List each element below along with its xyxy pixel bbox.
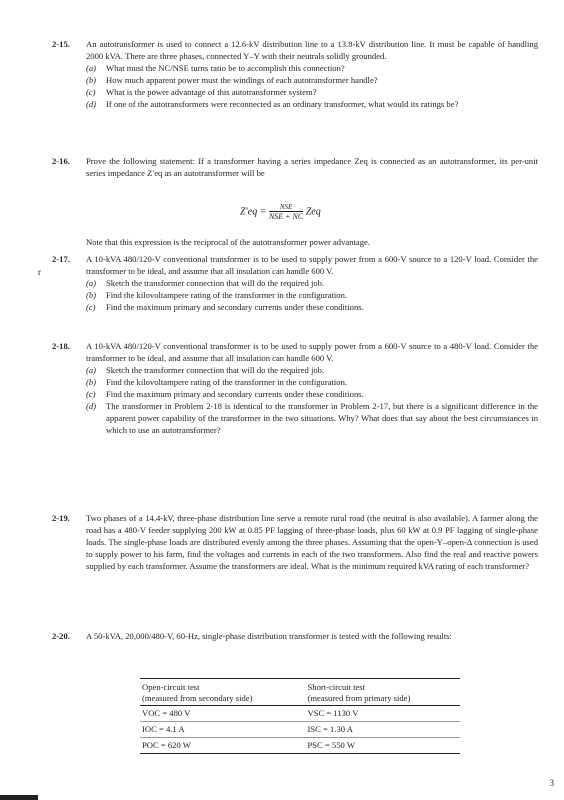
problem-number: 2-16. — [52, 156, 70, 166]
table-cell: PSC = 550 W — [306, 738, 461, 754]
problem-2-20 — [52, 630, 538, 642]
page-number: 3 — [549, 778, 554, 788]
problem-statement: A 50-kVA, 20,000/480-V, 60-Hz, single-phase distribution transformer is tested with the following results: — [86, 631, 452, 641]
problem-number: 2-20. — [52, 631, 70, 641]
problem-number: 2-18. — [52, 341, 70, 351]
equation-rhs: Zeq — [305, 206, 321, 218]
table-cell: VOC = 480 V — [140, 706, 306, 722]
table-top-rule — [140, 678, 460, 679]
problem-statement: A 10-kVA 480/120-V conventional transformer is to be used to supply power from a 600-V source to a 120-V load. Consider the transformer to be ideal, and assume that all insulation can handle 600 V. — [86, 254, 538, 276]
problem-2-18 — [52, 340, 538, 436]
table-cell: POC = 620 W — [140, 738, 306, 754]
scan-edge-bar — [0, 795, 38, 800]
problem-number: 2-15. — [52, 39, 70, 49]
equation-numerator: NSE — [279, 203, 293, 211]
subpart-d: (d) If one of the autotransformers were reconnected as an ordinary transformer, what would its ratings be? — [86, 99, 459, 109]
problem-2-17 — [52, 253, 538, 313]
equation-denominator: NSE + NC — [268, 212, 304, 221]
subpart-b: (b) Find the kilovoltampere rating of the transformer in the configuration. — [86, 377, 348, 387]
subpart-a: (a) Sketch the transformer connection that will do the required job. — [86, 365, 325, 375]
table-cell: ISC = 1.30 A — [306, 722, 461, 738]
subpart-a: (a) What must the NC/NSE turns ratio be to accomplish this connection? — [86, 63, 345, 73]
subpart-b: (b) How much apparent power must the windings of each autotransformer handle? — [86, 75, 378, 85]
equation-note: Note that this expression is the reciprocal of the autotransformer power advantage. — [86, 237, 370, 247]
problem-number: 2-19. — [52, 513, 70, 523]
open-circuit-header: Open-circuit test (measured from secondary side) — [140, 681, 306, 706]
subpart-a: (a) Sketch the transformer connection that will do the required job. — [86, 278, 325, 288]
subpart-c: (c) Find the maximum primary and secondary currents under these conditions. — [86, 389, 364, 399]
problem-statement: An autotransformer is used to connect a 12.6-kV distribution line to a 13.8-kV distribution line. It must be capable of handling 2000 kVA. There are three phases, connected Y–Y with their neutrals solidly grounded. — [86, 39, 538, 61]
problem-2-15 — [52, 38, 538, 110]
table-row — [140, 706, 460, 722]
table-cell: IOC = 4.1 A — [140, 722, 306, 738]
equation-lhs: Z′eq = — [240, 206, 267, 218]
problem-statement: Prove the following statement: If a transformer having a series impedance Zeq is connected as an autotransformer, its per-unit series impedance Z′eq as an autotransformer will be — [86, 156, 538, 178]
problem-2-19 — [52, 512, 538, 572]
equation-fraction — [269, 203, 303, 221]
table-header-row — [140, 681, 460, 706]
test-results-table — [140, 681, 460, 754]
subpart-c: (c) What is the power advantage of this autotransformer system? — [86, 87, 317, 97]
impedance-equation — [240, 203, 321, 221]
margin-mark: r — [38, 267, 41, 277]
table-row — [140, 722, 460, 738]
problem-number: 2-17. — [52, 254, 70, 264]
problem-2-16 — [52, 155, 538, 179]
short-circuit-header: Short-circuit test (measured from primary side) — [306, 681, 461, 706]
subpart-c: (c) Find the maximum primary and secondary currents under these conditions. — [86, 302, 364, 312]
table-row — [140, 738, 460, 754]
problem-statement: Two phases of a 14.4-kV, three-phase distribution line serve a remote rural road (the neutral is also available). A farmer along the road has a 480-V feeder supplying 200 kW at 0.85 PF lagging of three-phase loads, plus 60 kW at 0.9 PF lagging of single-phase loads. The single-phase loads are distributed evenly among the three phases. Assuming that the open-Y–open-Δ connection is used to supply power to his farm, find the voltages and currents in each of the two transformers. Also find the real and reactive powers supplied by each transformer. Assume the transformers are ideal. What is the minimum required kVA rating of each transformer? — [86, 513, 538, 571]
subpart-d: (d) The transformer in Problem 2-18 is identical to the transformer in Problem 2-17, but there is a significant difference in the apparent power capability of the transformer in the two situations. Why? What does that say about the best circumstances in which to use an autotransformer? — [86, 401, 538, 435]
problem-statement: A 10-kVA 480/120-V conventional transformer is to be used to supply power from a 600-V source to a 480-V load. Consider the transformer to be ideal, and assume that all insulation can handle 600 V. — [86, 341, 538, 363]
subpart-b: (b) Find the kilovoltampere rating of the transformer in the configuration. — [86, 290, 348, 300]
table-cell: VSC = 1130 V — [306, 706, 461, 722]
